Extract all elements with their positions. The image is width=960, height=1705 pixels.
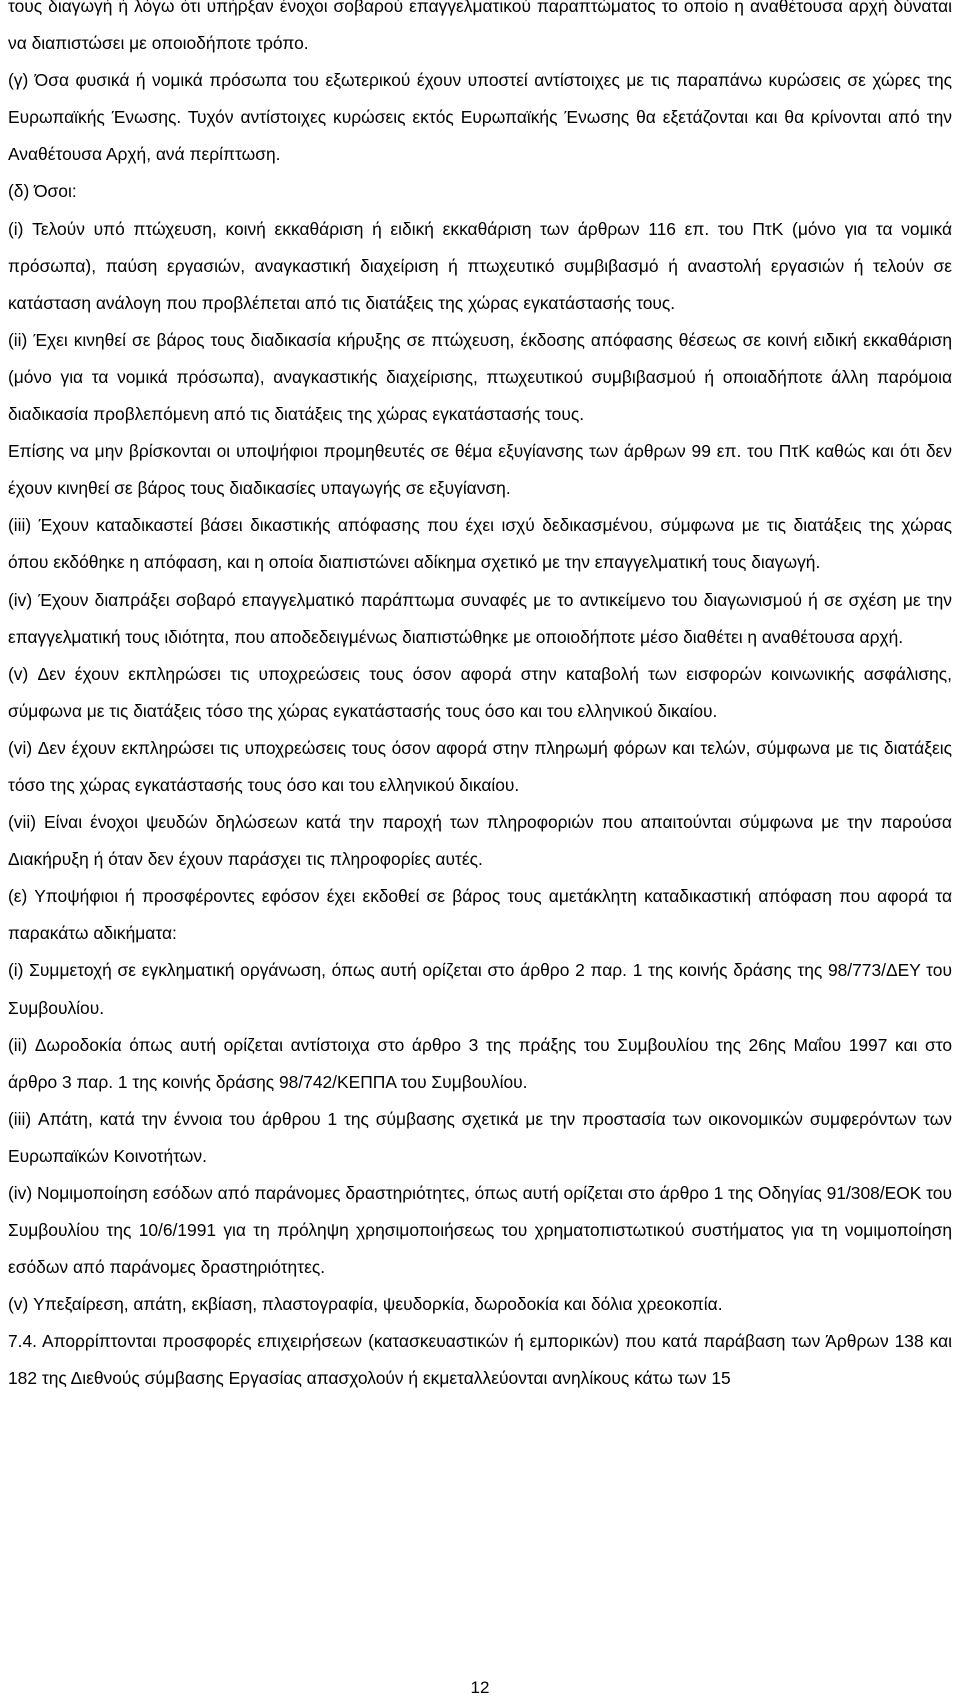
paragraph-d-ii-proceedings: (ii) Έχει κινηθεί σε βάρος τους διαδικασία κήρυξης σε πτώχευση, έκδοσης απόφασης θέσεως σε κοινή ειδική εκκαθάριση (μόνο για τα νομικά πρόσωπα), αναγκαστικής διαχείρισης, πτωχευτικού συμβιβασμού ή οποιαδήποτε άλλη παρόμοια διαδικασία προβλεπόμενη από τις διατάξεις της χώρας εγκατάστασής τους.: [8, 329, 952, 425]
paragraph-misconduct-continuation: τους διαγωγή ή λόγω ότι υπήρξαν ένοχοι σοβαρού επαγγελματικού παραπτώματος το οποίο η αναθέτουσα αρχή δύναται να διαπιστώσει με οποιοδήποτε τρόπο.: [8, 0, 952, 54]
paragraph-7-4-child-labour: 7.4. Απορρίπτονται προσφορές επιχειρήσεων (κατασκευαστικών ή εμπορικών) που κατά παράβαση των Άρθρων 138 και 182 της Διεθνούς σύμβασης Εργασίας απασχολούν ή εκμεταλλεύονται ανηλίκους κάτω των 15: [8, 1331, 952, 1389]
paragraph-e-ii-bribery: (ii) Δωροδοκία όπως αυτή ορίζεται αντίστοιχα στο άρθρο 3 της πράξης του Συμβουλίου της 26ης Μαΐου 1997 και στο άρθρο 3 παρ. 1 της κοινής δράσης 98/742/ΚΕΠΠΑ του Συμβουλίου.: [8, 1034, 952, 1092]
page-number: 12: [470, 1678, 490, 1697]
paragraph-d-vii-false-statements: (vii) Είναι ένοχοι ψευδών δηλώσεων κατά την παροχή των πληροφοριών που απαιτούνται σύμφωνα με την παρούσα Διακήρυξη ή όταν δεν έχουν παράσχει τις πληροφορίες αυτές.: [8, 812, 952, 870]
paragraph-e-iii-fraud: (iii) Απάτη, κατά την έννοια του άρθρου 1 της σύμβασης σχετικά με την προστασία των οικονομικών συμφερόντων των Ευρωπαϊκών Κοινοτήτων.: [8, 1108, 952, 1166]
paragraph-d-vi-taxes: (vi) Δεν έχουν εκπληρώσει τις υποχρεώσεις τους όσον αφορά στην πληρωμή φόρων και τελών, σύμφωνα με τις διατάξεις τόσο της χώρας εγκατάστασής τους όσο και του ελληνικού δικαίου.: [8, 737, 952, 795]
paragraph-e-v-embezzlement: (v) Υπεξαίρεση, απάτη, εκβίαση, πλαστογραφία, ψευδορκία, δωροδοκία και δόλια χρεοκοπία.: [8, 1294, 723, 1315]
paragraph-d-iv-misconduct: (iv) Έχουν διαπράξει σοβαρό επαγγελματικό παράπτωμα συναφές με το αντικείμενο του διαγωνισμού ή σε σχέση με την επαγγελματική τους ιδιότητα, που αποδεδειγμένως διαπιστώθηκε με οποιοδήποτε μέσο διαθέτει η αναθέτουσα αρχή.: [8, 589, 952, 647]
paragraph-restructuring: Επίσης να μην βρίσκονται οι υποψήφιοι προμηθευτές σε θέμα εξυγίανσης των άρθρων 99 επ. του ΠτΚ καθώς και ότι δεν έχουν κινηθεί σε βάρος τους διαδικασίες υπαγωγής σε εξυγίανση.: [8, 441, 952, 499]
paragraph-e-convictions: (ε) Υποψήφιοι ή προσφέροντες εφόσον έχει εκδοθεί σε βάρος τους αμετάκλητη καταδικαστική απόφαση που αφορά τα παρακάτω αδικήματα:: [8, 886, 952, 944]
paragraph-e-iv-money-laundering: (iv) Νομιμοποίηση εσόδων από παράνομες δραστηριότητες, όπως αυτή ορίζεται στο άρθρο 1 της Οδηγίας 91/308/ΕΟΚ του Συμβουλίου της 10/6/1991 για τη πρόληψη χρησιμοποιήσεως του χρηματοπιστωτικού συστήματος για τη νομιμοποίηση εσόδων από παράνομες δραστηριότητες.: [8, 1183, 952, 1278]
paragraph-c-foreign-sanctions: (γ) Όσα φυσικά ή νομικά πρόσωπα του εξωτερικού έχουν υποστεί αντίστοιχες με τις παραπάνω κυρώσεις σε χώρες της Ευρωπαϊκής Ένωσης. Τυχόν αντίστοιχες κυρώσεις εκτός Ευρωπαϊκής Ένωσης θα εξετάζονται και θα κρίνονται από την Αναθέτουσα Αρχή, ανά περίπτωση.: [8, 70, 952, 165]
paragraph-e-i-criminal-organisation: (i) Συμμετοχή σε εγκληματική οργάνωση, όπως αυτή ορίζεται στο άρθρο 2 παρ. 1 της κοινής δράσης της 98/773/ΔΕΥ του Συμβουλίου.: [8, 960, 952, 1018]
document-body: [8, 0, 952, 1398]
paragraph-d-i-bankruptcy: (i) Τελούν υπό πτώχευση, κοινή εκκαθάριση ή ειδική εκκαθάριση των άρθρων 116 επ. του ΠτΚ (μόνο για τα νομικά πρόσωπα), παύση εργασιών, αναγκαστική διαχείριση ή πτωχευτικό συμβιβασμό ή αναστολή εργασιών ή τελούν σε κατάσταση ανάλογη που προβλέπεται από τις διατάξεις της χώρας εγκατάστασής τους.: [8, 218, 952, 313]
paragraph-d-v-social-security: (v) Δεν έχουν εκπληρώσει τις υποχρεώσεις τους όσον αφορά στην καταβολή των εισφορών κοινωνικής ασφάλισης, σύμφωνα με τις διατάξεις τόσο της χώρας εγκατάστασής τους όσο και του ελληνικού δικαίου.: [8, 663, 952, 721]
paragraph-d-iii-conviction: (iii) Έχουν καταδικαστεί βάσει δικαστικής απόφασης που έχει ισχύ δεδικασμένου, σύμφωνα με τις διατάξεις της χώρας όπου εκδόθηκε η απόφαση, και η οποία διαπιστώνει αδίκημα σχετικό με την επαγγελματική τους διαγωγή.: [8, 515, 952, 573]
paragraph-d-heading: (δ) Όσοι:: [8, 181, 77, 202]
